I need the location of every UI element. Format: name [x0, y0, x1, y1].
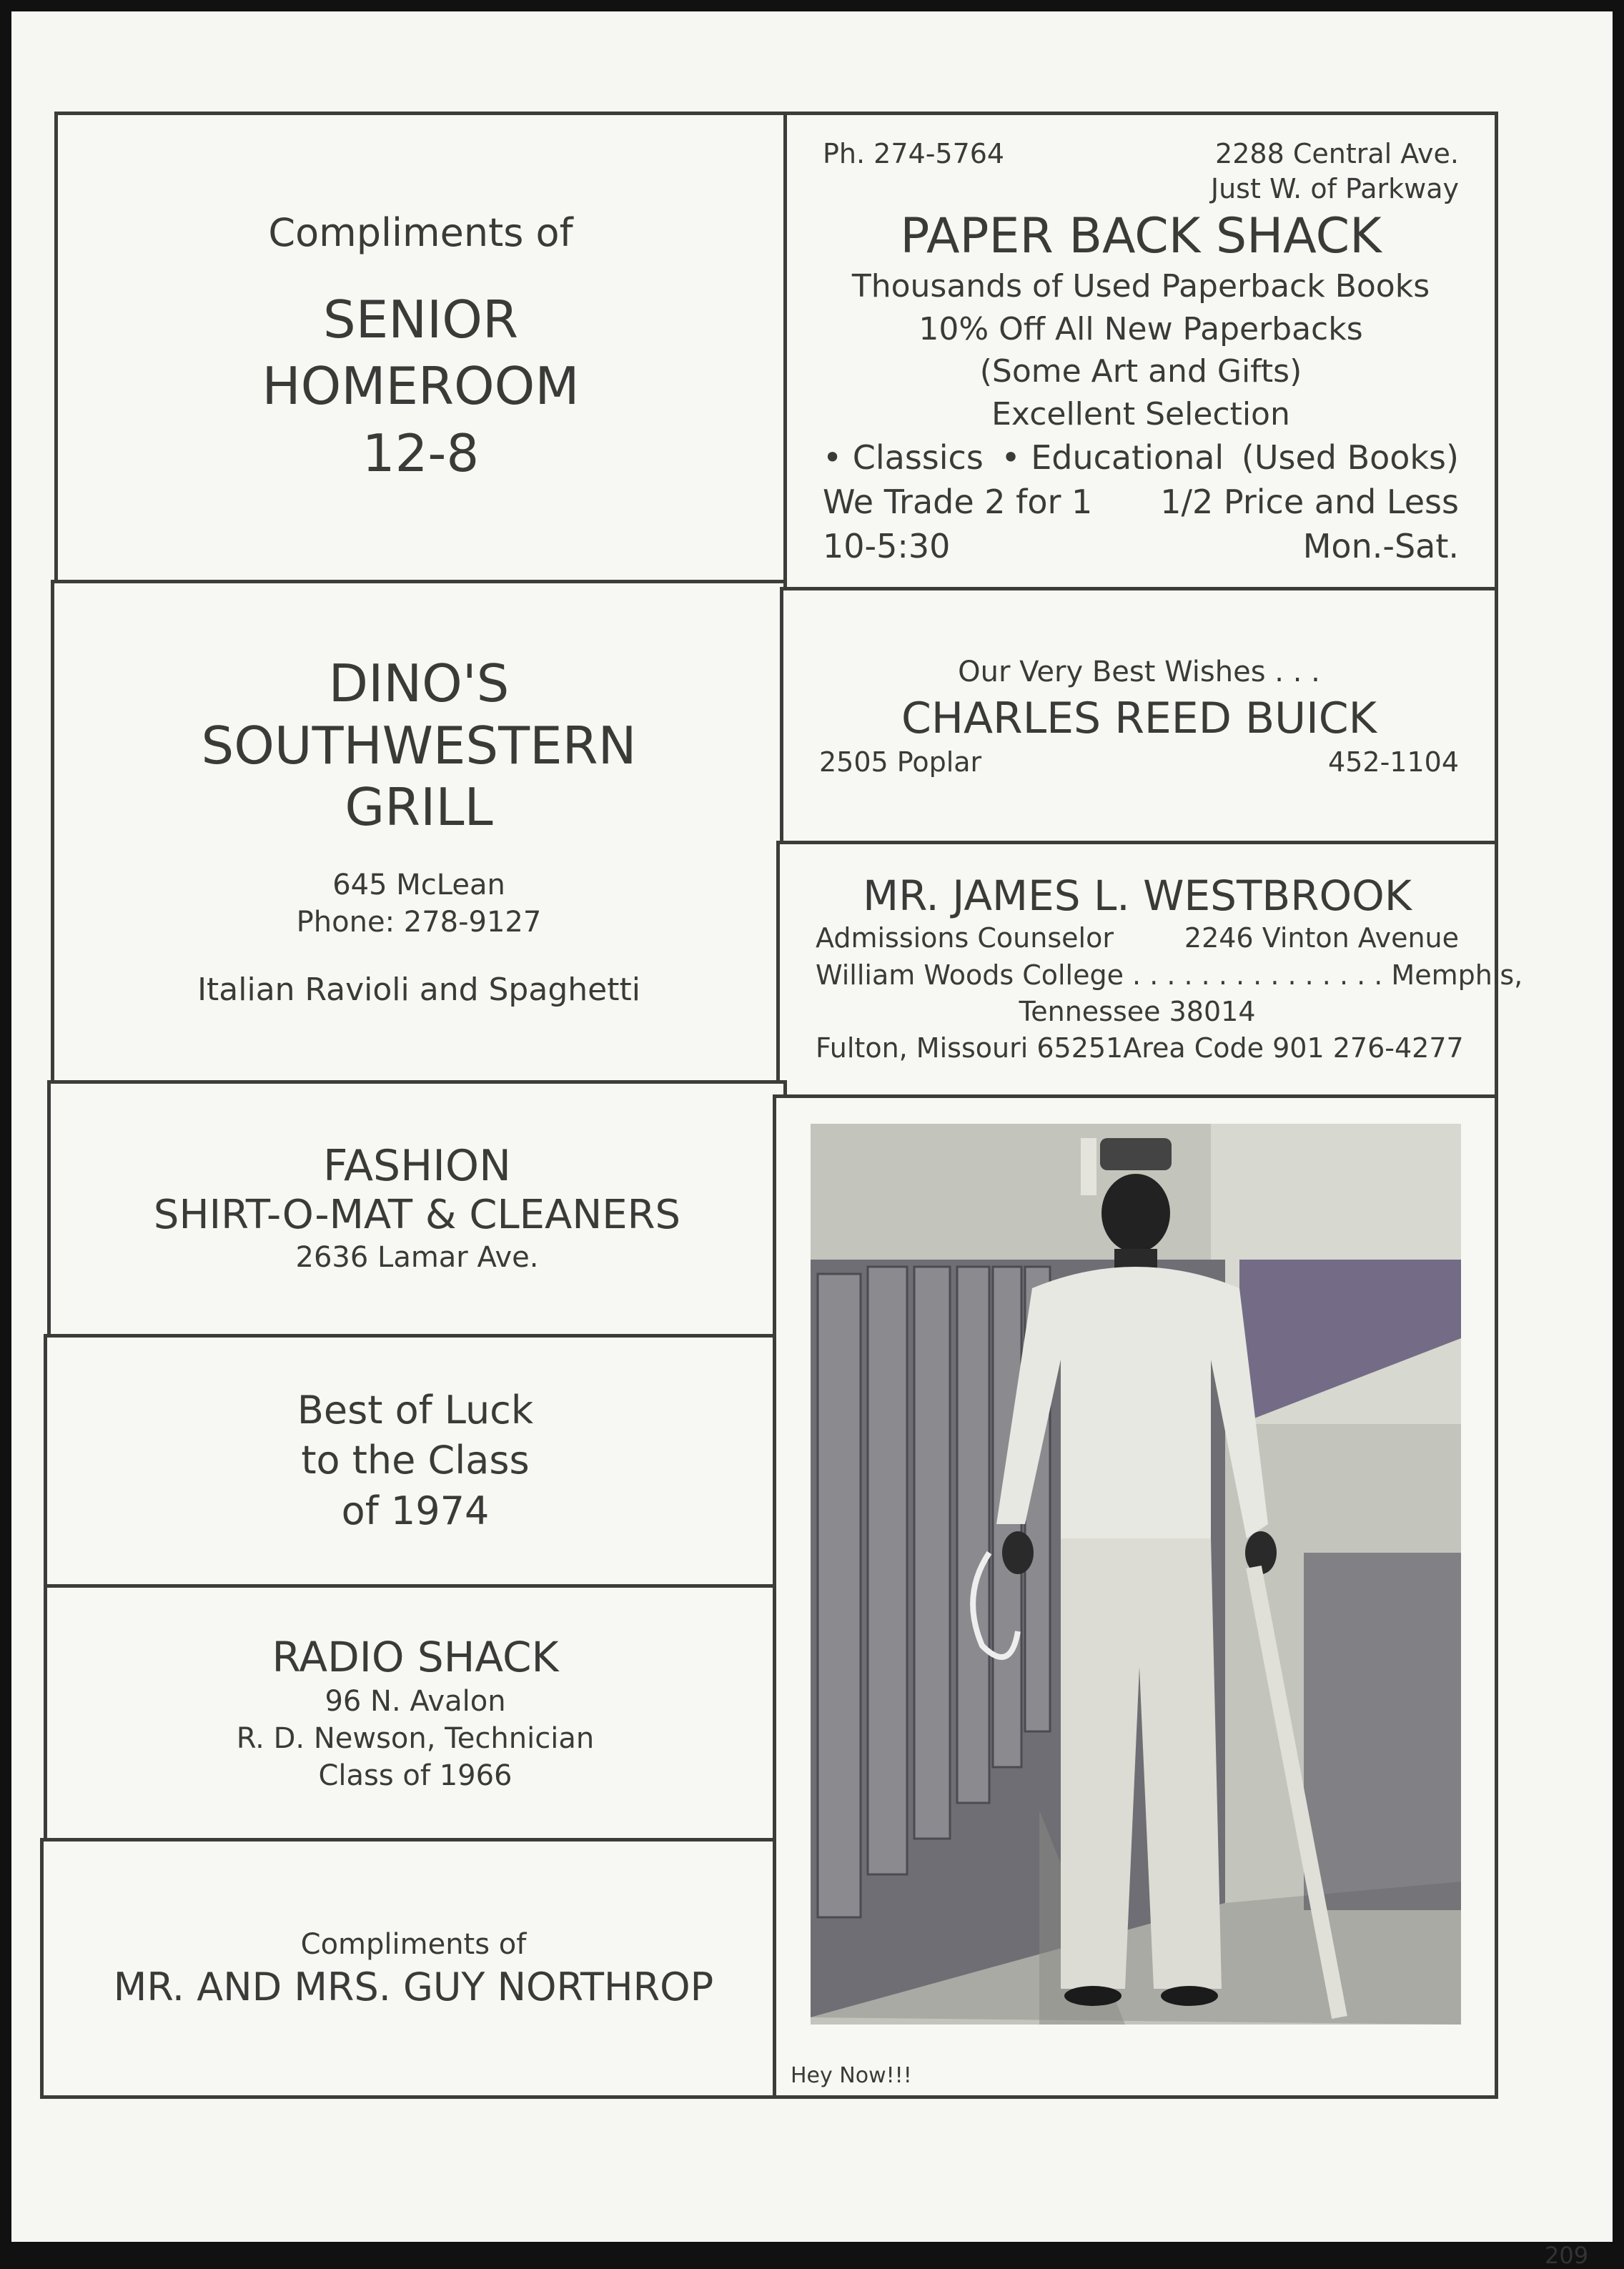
fashion-name1: FASHION: [322, 1140, 512, 1191]
homeroom-line1: SENIOR: [323, 289, 518, 350]
photo-caption: Hey Now!!!: [791, 2063, 912, 2088]
janitor-photo: [811, 1124, 1461, 2025]
northrop-name: MR. AND MRS. GUY NORTHROP: [113, 1964, 714, 2010]
paperback-hours: 10-5:30: [823, 527, 951, 566]
paperback-header-row: [823, 137, 1459, 172]
westbrook-title: Admissions Counselor: [816, 922, 1114, 954]
ad-radio-shack: [44, 1584, 787, 1842]
paperback-address2: Just W. of Parkway: [1210, 173, 1459, 205]
westbrook-college: William Woods College . . . . . . . . . . . . . . . Memphis,: [816, 959, 1523, 991]
buick-address: 2505 Poplar: [819, 746, 982, 778]
ad-fashion-shirt-o-mat: [47, 1080, 787, 1338]
paperback-bullet-used: (Used Books): [1241, 438, 1459, 477]
westbrook-college-row: [816, 957, 1523, 994]
fashion-address: 2636 Lamar Ave.: [295, 1241, 539, 1275]
dinos-specialty: Italian Ravioli and Spaghetti: [197, 972, 640, 1009]
paperback-hours-row: [823, 524, 1459, 568]
dinos-name2: SOUTHWESTERN: [201, 715, 637, 776]
paperback-phone: Ph. 274-5764: [823, 138, 1005, 169]
buick-wishes: Our Very Best Wishes . . .: [958, 656, 1320, 688]
radio-class: Class of 1966: [318, 1759, 513, 1793]
paperback-address-row: [823, 172, 1459, 207]
homeroom-line2: HOMEROOM: [262, 356, 580, 417]
paperback-trade-row: [823, 480, 1459, 524]
paperback-trade: We Trade 2 for 1: [823, 483, 1093, 522]
yearbook-page: [11, 11, 1613, 2269]
paperback-line3: (Some Art and Gifts): [979, 353, 1302, 390]
westbrook-state-row: [816, 994, 1459, 1030]
dinos-address: 645 McLean: [332, 869, 505, 902]
dinos-name3: GRILL: [345, 777, 493, 838]
ad-paperback-shack: [783, 112, 1498, 590]
radio-name: RADIO SHACK: [272, 1632, 559, 1681]
paperback-bullet-classics: • Classics: [823, 438, 984, 477]
paperback-bullet-educational: • Educational: [1001, 438, 1224, 477]
dinos-phone: Phone: 278-9127: [296, 906, 542, 939]
paperback-days: Mon.-Sat.: [1302, 527, 1459, 566]
ad-dinos-grill: [51, 580, 787, 1084]
westbrook-phone: Area Code 901 276-4277: [1123, 1032, 1464, 1064]
ad-james-westbrook: [776, 841, 1523, 1098]
paperback-bullets-row: [823, 435, 1459, 480]
photo-panel: [773, 1094, 1498, 2099]
luck-line2: to the Class: [301, 1438, 530, 1483]
westbrook-name: MR. JAMES L. WESTBROOK: [863, 871, 1412, 921]
ad-charles-reed-buick: [780, 587, 1498, 844]
westbrook-city: Fulton, Missouri 65251: [816, 1032, 1124, 1064]
luck-line1: Best of Luck: [297, 1388, 534, 1433]
radio-tech: R. D. Newson, Technician: [236, 1722, 595, 1756]
radio-address: 96 N. Avalon: [325, 1685, 506, 1719]
westbrook-title-row: [816, 920, 1459, 956]
paperback-line2: 10% Off All New Paperbacks: [919, 310, 1363, 347]
homeroom-line3: 12-8: [362, 422, 480, 483]
photo-illustration: [811, 1124, 1461, 2025]
buick-phone: 452-1104: [1328, 746, 1459, 778]
buick-name: CHARLES REED BUICK: [901, 693, 1377, 743]
westbrook-city-row: [816, 1030, 1464, 1067]
northrop-compliments: Compliments of: [300, 1927, 527, 1961]
dinos-name1: DINO'S: [328, 653, 510, 714]
paperback-price: 1/2 Price and Less: [1160, 483, 1459, 522]
fashion-name2: SHIRT-O-MAT & CLEANERS: [153, 1191, 681, 1238]
paperback-line4: Excellent Selection: [991, 395, 1290, 432]
compliments-text: Compliments of: [268, 209, 573, 255]
buick-details-row: [819, 746, 1459, 778]
ad-northrop: [40, 1838, 787, 2099]
luck-line3: of 1974: [341, 1488, 490, 1533]
paperback-name: PAPER BACK SHACK: [900, 207, 1382, 265]
ad-senior-homeroom: [54, 112, 787, 583]
ad-best-of-luck: [44, 1334, 787, 1588]
paperback-line1: Thousands of Used Paperback Books: [851, 268, 1430, 305]
ad-grid: [54, 112, 1523, 2099]
westbrook-state: Tennessee 38014: [1019, 996, 1256, 1027]
paperback-address1: 2288 Central Ave.: [1215, 138, 1459, 169]
westbrook-address1: 2246 Vinton Avenue: [1184, 922, 1459, 954]
page-number: 209: [1545, 2242, 1589, 2269]
